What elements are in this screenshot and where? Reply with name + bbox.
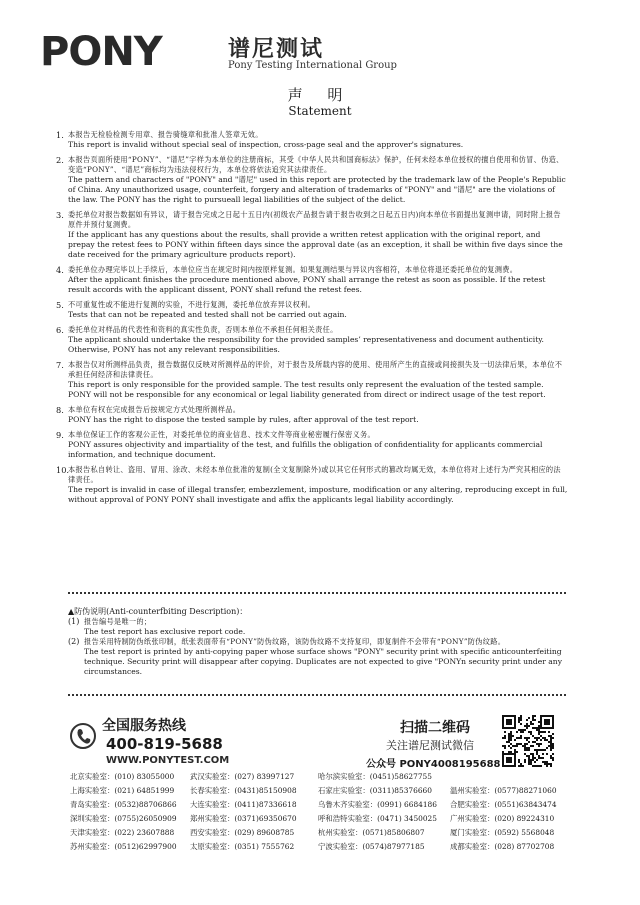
logo-english-name: Pony Testing International Group: [228, 60, 397, 71]
lab-contact: 深圳实验室：(0755)26050909: [70, 814, 177, 823]
item-english-text: PONY has the right to dispose the tested sample by rules, after approval of the test report.: [68, 415, 419, 424]
statement-item: [56, 130, 568, 150]
lab-contact: 大连实验室：(0411)87336618: [190, 800, 297, 809]
item-chinese-text: 不可重复性或不能进行复测的实验，不进行复测，委托单位放弃异议权利。: [68, 300, 316, 309]
statement-item: [56, 430, 568, 460]
qr-code-icon: [502, 715, 554, 767]
lab-contact: 石家庄实验室：(0311)85376660: [318, 786, 432, 795]
statement-item: [56, 465, 568, 505]
anti-counterfeiting-item: [68, 637, 568, 677]
item-english-text: If the applicant has any questions about the results, shall provide a written retest application with the original report, and prepay the retest fees to PONY within fifteen days since the approval date (as an exception, it shall be within five days since the date received for the primary agriculture products report).: [68, 230, 563, 259]
item-chinese-text: 本报告仅对所测样品负责，报告数据仅反映对所测样品的评价，对于报告及所载内容的使用、使用所产生的直接或间接损失及一切法律后果，本单位不承担任何经济和法律责任。: [68, 360, 563, 379]
item-number: 5.: [56, 300, 64, 310]
website-link[interactable]: WWW.PONYTEST.COM: [106, 755, 230, 766]
statement-item: [56, 265, 568, 295]
phone-icon: [70, 721, 96, 751]
item-chinese-text: 本报告无检验检测专用章、报告骑缝章和批准人签章无效。: [68, 130, 263, 139]
item-chinese-text: 委托单位对报告数据如有异议，请于报告完成之日起十五日内(初级农产品报告请于报告收到之日起五日内)向本单位书面提出复测申请，同时附上报告原件并预付复测费。: [68, 210, 561, 229]
item-number: 10.: [56, 465, 70, 475]
item-number: 8.: [56, 405, 64, 415]
statement-list: [56, 130, 568, 510]
lab-contact: 长春实验室：(0431)85150908: [190, 786, 297, 795]
lab-contact: 郑州实验室：(0371)69350670: [190, 814, 297, 823]
lab-contact: 西安实验室：(029) 89608785: [190, 828, 295, 837]
scan-qr-label: 扫描二维码: [400, 720, 470, 736]
logo-chinese-name: 谱尼测试: [228, 37, 325, 62]
item-chinese-text: 本单位有权在完成报告后按规定方式处理所测样品。: [68, 405, 241, 414]
lab-contact: 呼和浩特实验室：(0471) 3450025: [318, 814, 437, 823]
anti-item-chinese-text: 报告采用特制防伪纸张印制，纸张表面带有“PONY”防伪纹路，该防伪纹路不支持复印，即复制件不会带有“PONY”防伪纹路。: [84, 637, 506, 646]
dotted-divider-bottom: [68, 694, 566, 700]
item-chinese-text: 本报告私自转让、盗用、冒用、涂改、未经本单位批准的复制(全文复制除外)或以其它任何形式的篡改均属无效，本单位将对上述行为严究其相应的法律责任。: [68, 465, 561, 484]
page-title-chinese: 声 明: [287, 86, 353, 104]
lab-contact: 青岛实验室：(0532)88706866: [70, 800, 177, 809]
lab-contact: 厦门实验室：(0592) 5568048: [450, 828, 555, 837]
item-english-text: PONY assures objectivity and impartiality of the test, and fulfills the obligation of confidentiality for applicants commercial information, and technique document.: [68, 440, 543, 459]
item-chinese-text: 委托单位办理完毕以上手续后，本单位应当在规定时间内按原样复测。如果复测结果与异议内容相符，本单位将退还委托单位的复测费。: [68, 265, 518, 274]
lab-contact: 温州实验室：(0577)88271060: [450, 786, 557, 795]
statement-item: [56, 325, 568, 355]
footer: [70, 715, 570, 865]
lab-contact: 乌鲁木齐实验室：(0991) 6684186: [318, 800, 437, 809]
lab-contact: 北京实验室：(010) 83055000: [70, 772, 175, 781]
item-english-text: This report is invalid without special seal of inspection, cross-page seal and the approver's signatures.: [68, 140, 464, 149]
anti-counterfeiting-item: [68, 617, 568, 637]
item-english-text: The applicant should undertake the responsibility for the provided samples’ representativeness and document authenticity.: [68, 335, 544, 344]
follow-wechat-label: 关注谱尼测试微信: [386, 739, 474, 752]
item-number: 2.: [56, 155, 64, 165]
item-chinese-text: 本单位保证工作的客观公正性，对委托单位的商业信息、技术文件等商业秘密履行保密义务。: [68, 430, 375, 439]
lab-contact: 宁波实验室：(0574)87977185: [318, 842, 425, 851]
lab-contact: 成都实验室：(028) 87702708: [450, 842, 555, 851]
item-english-text: Otherwise, PONY has not any relevant responsibilities.: [68, 345, 280, 354]
lab-contact: 天津实验室：(022) 23607888: [70, 828, 175, 837]
lab-contact: 武汉实验室：(027) 83997127: [190, 772, 295, 781]
anti-item-number: (2): [68, 637, 80, 646]
lab-contact: 上海实验室：(021) 64851999: [70, 786, 175, 795]
lab-contact: 太原实验室：(0351) 7555762: [190, 842, 295, 851]
anti-item-number: (1): [68, 617, 80, 626]
wechat-account-label: 公众号 PONY4008195688: [366, 759, 501, 770]
lab-contact: 哈尔滨实验室：(0451)58627755: [318, 772, 432, 781]
item-english-text: The report is invalid in case of illegal transfer, embezzlement, imposture, modification or any altering, reproducing except in full, without approval of PONY PONY shall investigate and affix the applicants legal liability accordingly.: [68, 485, 568, 504]
lab-contact: 苏州实验室：(0512)62997900: [70, 842, 177, 851]
item-number: 3.: [56, 210, 64, 220]
item-number: 9.: [56, 430, 64, 440]
item-number: 7.: [56, 360, 64, 370]
hotline-label: 全国服务热线: [102, 718, 186, 734]
item-number: 6.: [56, 325, 64, 335]
item-number: 1.: [56, 130, 64, 140]
page-title-english: Statement: [288, 104, 352, 118]
dotted-divider-top: [68, 592, 566, 598]
item-chinese-text: 本报告页面所使用“PONY”、“谱尼”字样为本单位的注册商标，其受《中华人民共和国商标法》保护，任何未经本单位授权的擅自使用和仿冒、伪造、变造“PONY”、“谱尼”商标均为违法侵权行为，本单位将依法追究其法律责任。: [68, 155, 564, 174]
statement-item: [56, 405, 568, 425]
statement-item: [56, 360, 568, 400]
lab-contact: 合肥实验室：(0551)63843474: [450, 800, 557, 809]
anti-counterfeiting-section: [68, 606, 568, 677]
statement-item: [56, 300, 568, 320]
header: [40, 30, 600, 76]
lab-contact: 杭州实验室：(0571)85806807: [318, 828, 425, 837]
item-english-text: Tests that can not be repeated and tested shall not be carried out again.: [68, 310, 347, 319]
item-english-text: This report is only responsible for the provided sample. The test results only represent the evaluation of the tested sample. PONY will not be responsible for any economical or legal liability generated from direct or indirect usage of the test report.: [68, 380, 546, 399]
item-english-text: The pattern and characters of "PONY" and "谱尼" used in this report are protected by the trademark law of the People's Republic of China. Any unauthorized usage, counterfeit, forgery and alteration of trademarks of "PONY" and "谱尼" are the violations of the law. The PONY has the right to pursueall legal liabilities of the subject of the delict.: [68, 175, 566, 204]
anti-item-english-text: The test report has exclusive report code.: [84, 627, 246, 636]
statement-item: [56, 155, 568, 205]
item-number: 4.: [56, 265, 64, 275]
anti-counterfeiting-title: ▲防伪说明(Anti-counterfbiting Description)：: [68, 607, 248, 616]
anti-item-chinese-text: 报告编号是唯一的；: [84, 617, 152, 626]
item-chinese-text: 委托单位对样品的代表性和资料的真实性负责，否则本单位不承担任何相关责任。: [68, 325, 338, 334]
hotline-number: 400-819-5688: [106, 735, 223, 753]
item-english-text: After the applicant finishes the procedure mentioned above, PONY shall arrange the retest as soon as possible. If the retest result accords with the applicant dissent, PONY shall refund the retest fees.: [68, 275, 546, 294]
logo-wordmark: PONY: [40, 29, 162, 75]
lab-contact: 广州实验室：(020) 89224310: [450, 814, 555, 823]
anti-item-english-text: The test report is printed by anti-copying paper whose surface shows "PONY" security print with specific anticounterfeiting technique. Security print will disappear after copying. Duplicates are not expected to give "PONYn security print under any circumstances.: [84, 647, 562, 676]
statement-item: [56, 210, 568, 260]
